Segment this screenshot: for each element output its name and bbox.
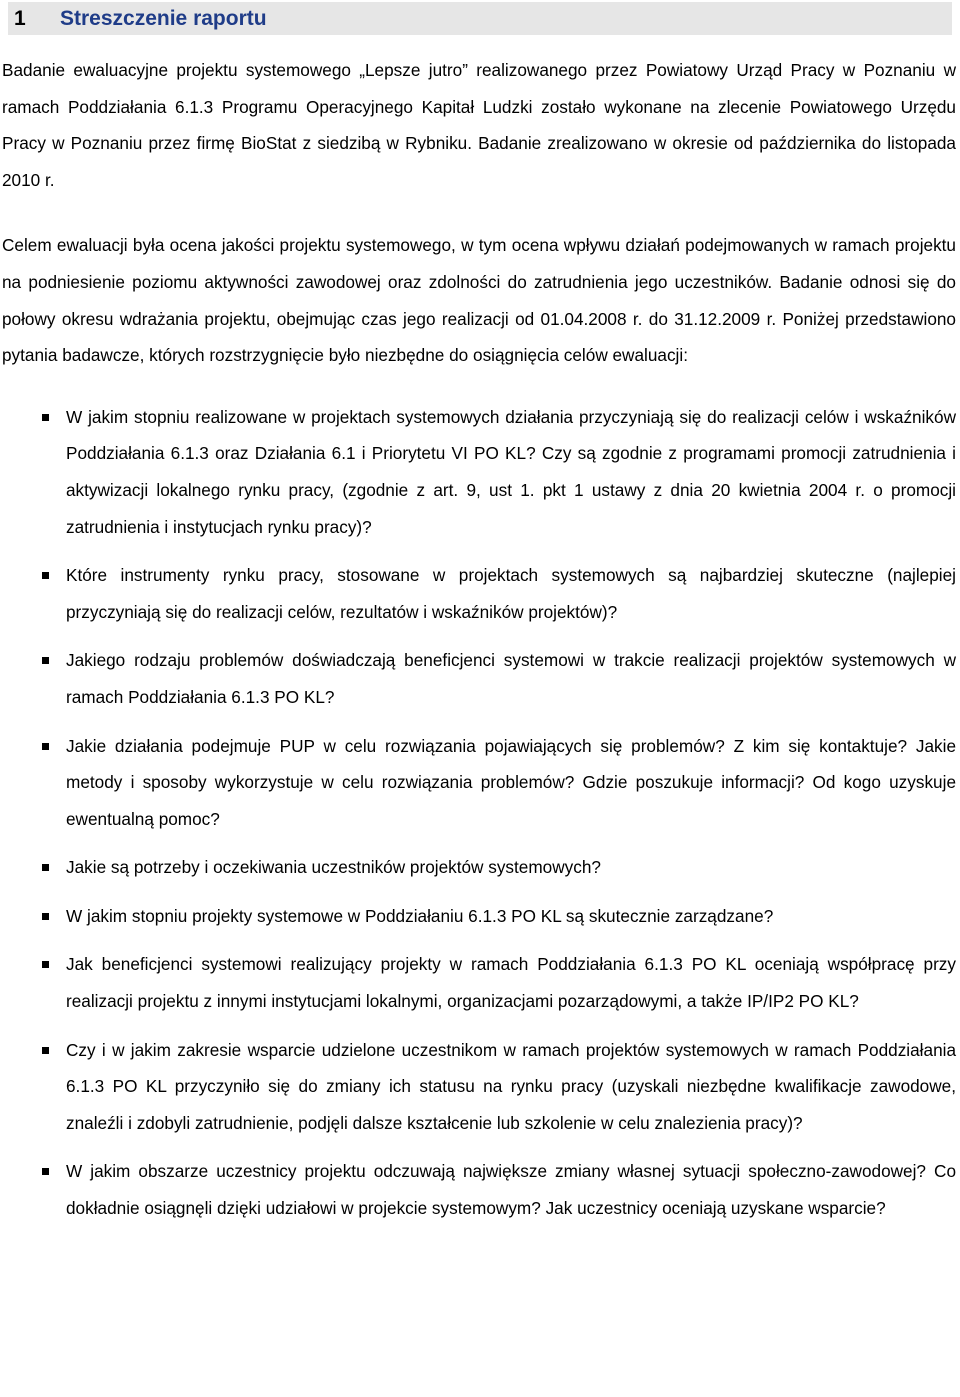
square-bullet-icon bbox=[42, 657, 49, 664]
question-text: Jakie działania podejmuje PUP w celu rozwiązania pojawiających się problemów? Z kim się kontaktuje? Jakie metody i sposoby wykorzystuje w celu rozwiązania problemów? Gdzie poszukuje informacji? Od kogo uzyskuje ewentualną pomoc? bbox=[66, 735, 956, 829]
question-text: W jakim obszarze uczestnicy projektu odczuwają największe zmiany własnej sytuacji społeczno-zawodowej? Co dokładnie osiągnęli dzięki udziałowi w projekcie systemowym? Jak uczestnicy oceniają uzyskane wsparcie? bbox=[66, 1161, 956, 1219]
square-bullet-icon bbox=[42, 913, 49, 920]
question-text: Jakie są potrzeby i oczekiwania uczestników projektów systemowych? bbox=[66, 857, 601, 878]
list-item bbox=[2, 849, 956, 886]
square-bullet-icon bbox=[42, 864, 49, 871]
list-item bbox=[2, 1032, 956, 1142]
question-text: Czy i w jakim zakresie wsparcie udzielone uczestnikom w ramach projektów systemowych w ramach Poddziałania 6.1.3 PO KL przyczyniło się do zmiany ich statusu na rynku pracy (uzyskali niezbędne kwalifikacje zawodowe, znaleźli i zdobyli zatrudnienie, podjęli dalsze kształcenie lub szkolenie w celu znalezienia pracy)? bbox=[66, 1039, 956, 1133]
square-bullet-icon bbox=[42, 1047, 49, 1054]
question-text: Które instrumenty rynku pracy, stosowane w projektach systemowych są najbardziej skuteczne (najlepiej przyczyniają się do realizacji celów, rezultatów i wskaźników projektów)? bbox=[66, 565, 956, 622]
section-title: Streszczenie raportu bbox=[60, 6, 267, 30]
report-body bbox=[2, 52, 956, 1239]
square-bullet-icon bbox=[42, 572, 49, 579]
list-item bbox=[2, 642, 956, 715]
section-number: 1 bbox=[14, 6, 26, 30]
question-text: W jakim stopniu realizowane w projektach systemowych działania przyczyniają się do realizacji celów i wskaźników Poddziałania 6.1.3 oraz Działania 6.1 i Priorytetu VI PO KL? Czy są zgodnie z programami promocji zatrudnienia i aktywizacji lokalnego rynku pracy, (zgodnie z art. 9, ust 1. pkt 1 ustawy z dnia 20 kwietnia 2004 r. o promocji zatrudnienia i instytucjach rynku pracy)? bbox=[66, 406, 956, 537]
goal-paragraph: Celem ewaluacji była ocena jakości projektu systemowego, w tym ocena wpływu działań podejmowanych w ramach projektu na podniesienie poziomu aktywności zawodowej oraz zdolności do zatrudnienia jego uczestników. Badanie odnosi się do połowy okresu wdrażania projektu, obejmując czas jego realizacji od 01.04.2008 r. do 31.12.2009 r. Poniżej przedstawiono pytania badawcze, których rozstrzygnięcie było niezbędne do osiągnięcia celów ewaluacji: bbox=[2, 235, 956, 366]
research-questions-list bbox=[2, 399, 956, 1227]
question-text: Jakiego rodzaju problemów doświadczają beneficjenci systemowi w trakcie realizacji projektów systemowych w ramach Poddziałania 6.1.3 PO KL? bbox=[66, 650, 956, 707]
question-text: W jakim stopniu projekty systemowe w Poddziałaniu 6.1.3 PO KL są skutecznie zarządzane? bbox=[66, 905, 774, 926]
square-bullet-icon bbox=[42, 414, 49, 421]
list-item bbox=[2, 557, 956, 630]
list-item bbox=[2, 946, 956, 1019]
list-item bbox=[2, 1153, 956, 1226]
list-item bbox=[2, 898, 956, 935]
list-item bbox=[2, 728, 956, 838]
intro-paragraph: Badanie ewaluacyjne projektu systemowego „Lepsze jutro” realizowanego przez Powiatowy Urząd Pracy w Poznaniu w ramach Poddziałania 6.1.3 Programu Operacyjnego Kapitał Ludzki zostało wykonane na zlecenie Powiatowego Urzędu Pracy w Poznaniu przez firmę BioStat z siedzibą w Rybniku. Badanie zrealizowano w okresie od października do listopada 2010 r. bbox=[2, 60, 956, 190]
section-heading bbox=[8, 2, 952, 35]
square-bullet-icon bbox=[42, 1168, 49, 1175]
square-bullet-icon bbox=[42, 743, 49, 750]
list-item bbox=[2, 399, 956, 545]
question-text: Jak beneficjenci systemowi realizujący projekty w ramach Poddziałania 6.1.3 PO KL oceniają współpracę przy realizacji projektu z innymi instytucjami lokalnymi, organizacjami pozarządowymi, a także IP/IP2 PO KL? bbox=[66, 954, 956, 1012]
square-bullet-icon bbox=[42, 961, 49, 968]
